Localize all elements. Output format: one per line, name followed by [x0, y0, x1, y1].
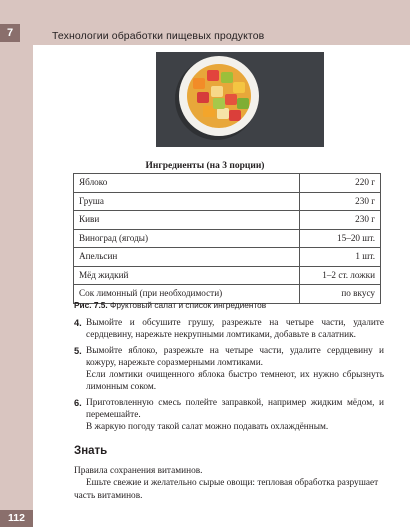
ingredient-name: Виноград (ягоды): [74, 229, 300, 248]
chapter-number-badge: 7: [0, 24, 20, 42]
ingredients-table-title: Ингредиенты (на 3 порции): [145, 161, 265, 171]
know-section-body: [74, 465, 384, 502]
list-item: [74, 345, 384, 394]
recipe-steps: [74, 317, 384, 437]
fruit-salad: [187, 64, 251, 128]
page-number: 112: [0, 510, 33, 527]
ingredient-amount: 220 г: [300, 174, 381, 193]
step-number: 5.: [74, 345, 82, 356]
page-left-band: [0, 0, 33, 527]
table-row: [74, 248, 381, 267]
ingredient-amount: 1–2 ст. ложки: [300, 266, 381, 285]
figure-caption-text: Фруктовый салат и список ингредиентов: [107, 300, 267, 310]
figure-label: Рис. 7.5.: [74, 300, 108, 310]
ingredient-amount: по вкусу: [300, 285, 381, 304]
table-row: [74, 266, 381, 285]
figure-caption: [74, 300, 266, 310]
ingredient-amount: 15–20 шт.: [300, 229, 381, 248]
ingredient-amount: 230 г: [300, 211, 381, 230]
ingredient-amount: 230 г: [300, 192, 381, 211]
ingredient-name: Яблоко: [74, 174, 300, 193]
table-row: [74, 229, 381, 248]
table-row: [74, 211, 381, 230]
ingredient-name: Сок лимонный (при необходимости): [74, 285, 300, 304]
ingredient-name: Апельсин: [74, 248, 300, 267]
running-header-title: Технологии обработки пищевых продуктов: [52, 30, 265, 42]
list-item: [74, 317, 384, 342]
step-text: Вымойте яблоко, разрежьте на четыре части, удалите сердцевину и кожуру, нарежьте соразмерными ломтиками.: [86, 345, 384, 368]
ingredients-table: [73, 173, 381, 304]
table-row: [74, 192, 381, 211]
ingredient-amount: 1 шт.: [300, 248, 381, 267]
step-note: Если ломтики очищенного яблока быстро темнеют, их нужно сбрызнуть лимонным соком.: [86, 370, 384, 393]
section-heading-know: Знать: [74, 445, 108, 457]
list-item: [74, 397, 384, 434]
step-text: Приготовленную смесь полейте заправкой, например жидким мёдом, и перемешайте.: [86, 397, 384, 421]
ingredient-name: Мёд жидкий: [74, 266, 300, 285]
ingredient-name: Киви: [74, 211, 300, 230]
fruit-salad-photo: [156, 52, 324, 147]
step-number: 4.: [74, 318, 82, 328]
know-line: Правила сохранения витаминов.: [74, 466, 203, 476]
step-note: В жаркую погоду такой салат можно подавать охлаждённым.: [86, 422, 329, 433]
step-number: 6.: [74, 397, 82, 408]
step-text: Вымойте и обсушите грушу, разрежьте на четыре части, удалите сердцевину, нарежьте некрупными ломтиками, добавьте в салатник.: [86, 318, 384, 341]
table-row: [74, 174, 381, 193]
ingredient-name: Груша: [74, 192, 300, 211]
know-line: Ешьте свежие и желательно сырые овощи: тепловая обработка разрушает часть витаминов.: [74, 478, 379, 501]
